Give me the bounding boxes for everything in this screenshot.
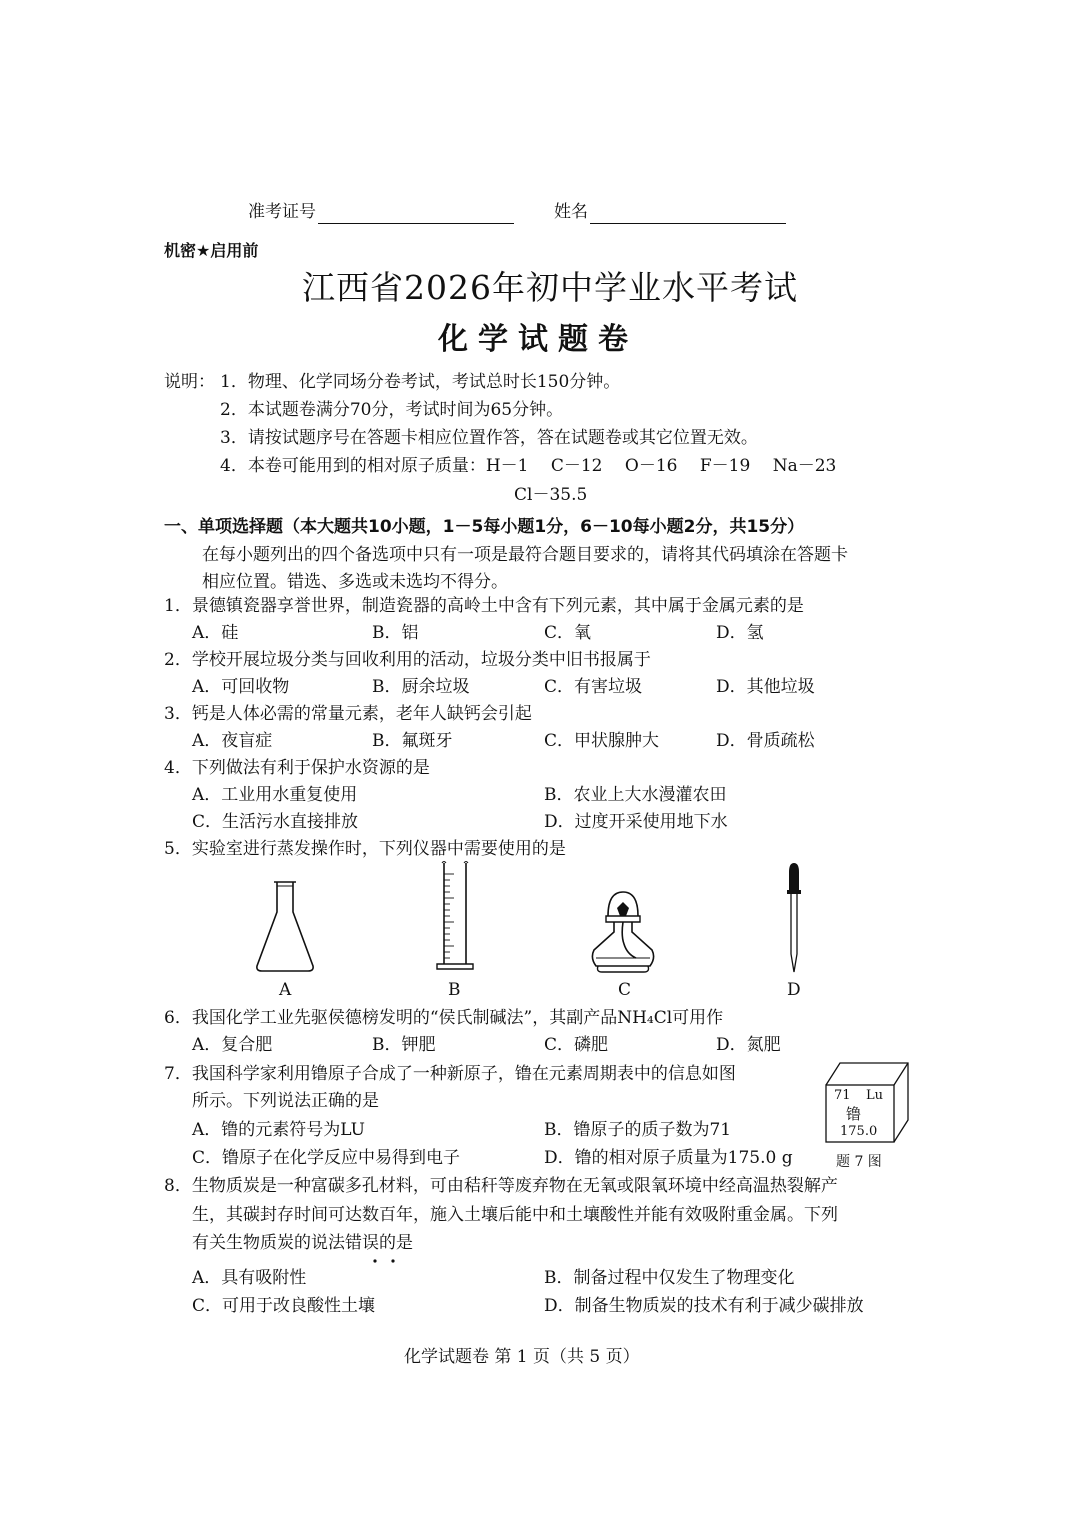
question-stem: 7．我国科学家利用镥原子合成了一种新原子，镥在元素周期表中的信息如图 (164, 1064, 736, 1084)
question-stem: 1．景德镇瓷器享誉世界，制造瓷器的高岭土中含有下列元素，其中属于金属元素的是 (164, 596, 804, 616)
name-blank (590, 223, 786, 224)
option-d: D．镥的相对原子质量为175.0 g (544, 1148, 793, 1168)
option-d: D．骨质疏松 (716, 731, 815, 751)
option-a: A．复合肥 (192, 1035, 273, 1055)
question-stem: 5．实验室进行蒸发操作时，下列仪器中需要使用的是 (164, 839, 566, 859)
option-a: A．镥的元素符号为LU (192, 1120, 365, 1140)
note-continuation: Cl－35.5 (514, 485, 588, 505)
conical-flask-icon (250, 880, 320, 976)
section-heading: 一、单项选择题（本大题共10小题，1－5每小题1分，6－10每小题2分，共15分） (164, 517, 805, 537)
option-d: D．过度开采使用地下水 (544, 812, 728, 832)
note-item: 1．物理、化学同场分卷考试，考试总时长150分钟。 (220, 372, 621, 392)
option-b: B．农业上大水漫灌农田 (544, 785, 727, 805)
option-b: B．钾肥 (372, 1035, 436, 1055)
note-item: 4．本卷可能用到的相对原子质量：H－1 C－12 O－16 F－19 Na－23 (220, 456, 837, 476)
option-c: C．磷肥 (544, 1035, 609, 1055)
option-a: A．具有吸附性 (192, 1268, 307, 1288)
element-name: 镥 (846, 1105, 862, 1123)
name-label: 姓名 (554, 202, 588, 222)
note-item: 2．本试题卷满分70分，考试时间为65分钟。 (220, 400, 564, 420)
question-stem-cont: 有关生物质炭的说法错误的是 (192, 1233, 413, 1253)
section-instruction: 在每小题列出的四个备选项中只有一项是最符合题目要求的，请将其代码填涂在答题卡 (202, 545, 848, 565)
option-b: B．铝 (372, 623, 419, 643)
option-d: D．氢 (716, 623, 764, 643)
exam-id-blank (318, 223, 514, 224)
option-d: D．其他垃圾 (716, 677, 815, 697)
question-stem-cont: 所示。下列说法正确的是 (192, 1091, 379, 1111)
element-symbol: Lu (866, 1088, 884, 1103)
option-a: A．夜盲症 (192, 731, 273, 751)
dropper-icon (780, 862, 808, 974)
question-stem: 3．钙是人体必需的常量元素，老年人缺钙会引起 (164, 704, 532, 724)
exam-id-field (248, 200, 514, 224)
apparatus-label-b: B (448, 980, 461, 1000)
option-d: D．制备生物质炭的技术有利于减少碳排放 (544, 1296, 864, 1316)
apparatus-label-d: D (787, 980, 801, 1000)
option-d: D．氮肥 (716, 1035, 781, 1055)
graduated-cylinder-icon (432, 860, 476, 974)
option-a: A．工业用水重复使用 (192, 785, 358, 805)
option-c: C．甲状腺肿大 (544, 731, 660, 751)
option-c: C．有害垃圾 (544, 677, 643, 697)
section-instruction: 相应位置。错选、多选或未选均不得分。 (202, 572, 508, 592)
question-stem-cont: 生，其碳封存时间可达数百年，施入土壤后能中和土壤酸性并能有效吸附重金属。下列 (192, 1205, 838, 1225)
alcohol-lamp-icon (586, 888, 660, 974)
option-b: B．氟斑牙 (372, 731, 453, 751)
question-stem: 6．我国化学工业先驱侯德榜发明的“侯氏制碱法”，其副产品NH₄Cl可用作 (164, 1008, 724, 1028)
element-number: 71 (834, 1088, 851, 1103)
figure-caption: 题 7 图 (836, 1154, 882, 1170)
option-b: B．制备过程中仅发生了物理变化 (544, 1268, 795, 1288)
option-c: C．镥原子在化学反应中易得到电子 (192, 1148, 461, 1168)
exam-title: 江西省2026年初中学业水平考试 (302, 268, 798, 307)
exam-id-label: 准考证号 (248, 202, 316, 222)
page-footer: 化学试题卷 第 1 页（共 5 页） (404, 1347, 640, 1367)
emphasis-dots (372, 1258, 412, 1264)
option-a: A．可回收物 (192, 677, 290, 697)
option-b: B．厨余垃圾 (372, 677, 470, 697)
option-c: C．可用于改良酸性土壤 (192, 1296, 376, 1316)
notes-label: 说明： (164, 372, 215, 392)
apparatus-label-c: C (618, 980, 632, 1000)
option-c: C．氧 (544, 623, 592, 643)
question-stem: 8．生物质炭是一种富碳多孔材料，可由秸秆等废弃物在无氧或限氧环境中经高温热裂解产 (164, 1176, 838, 1196)
option-b: B．镥原子的质子数为71 (544, 1120, 732, 1140)
apparatus-label-a: A (279, 980, 292, 1000)
option-c: C．生活污水直接排放 (192, 812, 359, 832)
name-field (554, 200, 786, 224)
question-stem: 2．学校开展垃圾分类与回收利用的活动，垃圾分类中旧书报属于 (164, 650, 651, 670)
question-stem: 4．下列做法有利于保护水资源的是 (164, 758, 430, 778)
note-item: 3．请按试题序号在答题卡相应位置作答，答在试题卷或其它位置无效。 (220, 428, 758, 448)
element-mass: 175.0 (840, 1124, 878, 1139)
secret-tag: 机密★启用前 (164, 241, 259, 260)
exam-subtitle: 化学试题卷 (438, 322, 638, 357)
option-a: A．硅 (192, 623, 239, 643)
